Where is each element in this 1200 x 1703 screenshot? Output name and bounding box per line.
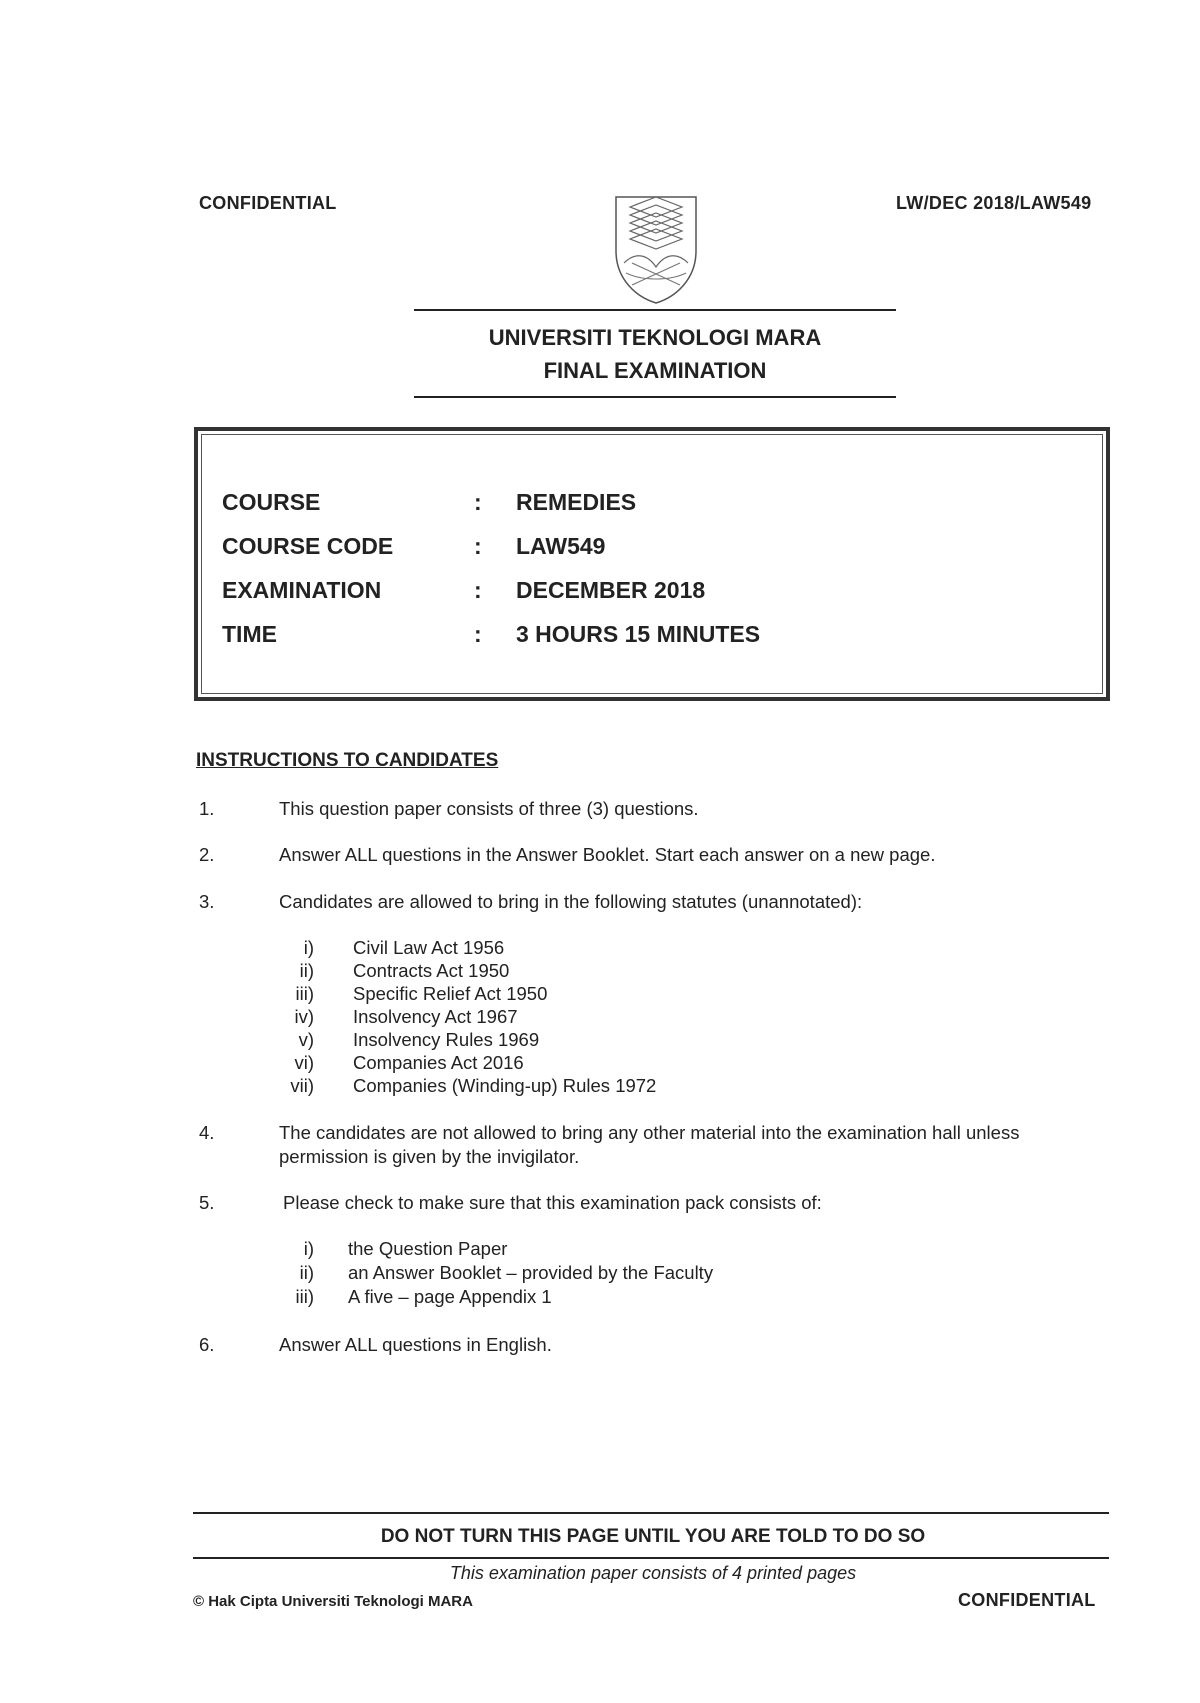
pack-item: A five – page Appendix 1 — [348, 1286, 552, 1307]
title-bottom-rule — [414, 396, 896, 398]
confidential-label-top: CONFIDENTIAL — [199, 193, 337, 213]
paper-code-label: LW/DEC 2018/LAW549 — [896, 193, 1092, 213]
exam-info-box-inner — [201, 434, 1103, 694]
info-value-examination: DECEMBER 2018 — [516, 577, 706, 603]
instruction-number: 4. — [199, 1122, 215, 1143]
copyright-notice: © Hak Cipta Universiti Teknologi MARA — [193, 1593, 473, 1610]
title-top-rule — [414, 309, 896, 311]
instruction-text: Answer ALL questions in English. — [279, 1334, 552, 1355]
info-label-time: TIME — [222, 621, 277, 647]
instruction-text: Please check to make sure that this examination pack consists of: — [283, 1192, 822, 1213]
confidential-label-bottom: CONFIDENTIAL — [958, 1590, 1096, 1610]
statute-item: Insolvency Rules 1969 — [353, 1029, 540, 1050]
statute-item: Companies (Winding-up) Rules 1972 — [353, 1075, 657, 1096]
statute-item: Contracts Act 1950 — [353, 960, 510, 981]
footer-bottom-rule — [193, 1557, 1109, 1559]
info-value-time: 3 HOURS 15 MINUTES — [516, 621, 761, 647]
university-crest-icon — [612, 193, 700, 305]
pack-item: an Answer Booklet – provided by the Faculty — [348, 1262, 714, 1283]
info-sep: : — [474, 577, 482, 603]
instruction-number: 2. — [199, 844, 215, 865]
instruction-number: 3. — [199, 891, 215, 912]
statute-item: Insolvency Act 1967 — [353, 1006, 518, 1027]
instruction-text: Answer ALL questions in the Answer Booklet. Start each answer on a new page. — [279, 844, 936, 865]
instruction-number: 6. — [199, 1334, 215, 1355]
info-sep: : — [474, 621, 482, 647]
instruction-number: 5. — [199, 1192, 215, 1213]
statute-numeral: i) — [303, 937, 314, 958]
instruction-text: This question paper consists of three (3) questions. — [279, 798, 699, 819]
exam-type-title: FINAL EXAMINATION — [543, 358, 767, 383]
statute-numeral: vii) — [290, 1075, 314, 1096]
instruction-text: Candidates are allowed to bring in the following statutes (unannotated): — [279, 891, 863, 912]
footer-top-rule — [193, 1512, 1109, 1514]
statute-numeral: ii) — [299, 960, 314, 981]
info-value-course-code: LAW549 — [516, 533, 606, 559]
university-name: UNIVERSITI TEKNOLOGI MARA — [488, 325, 822, 350]
statute-item: Civil Law Act 1956 — [353, 937, 505, 958]
pack-numeral: ii) — [299, 1262, 314, 1283]
statute-item: Specific Relief Act 1950 — [353, 983, 548, 1004]
instruction-text-continued: permission is given by the invigilator. — [279, 1146, 580, 1167]
do-not-turn-warning: DO NOT TURN THIS PAGE UNTIL YOU ARE TOLD TO DO SO — [380, 1526, 926, 1547]
instruction-number: 1. — [199, 798, 215, 819]
info-sep: : — [474, 533, 482, 559]
statute-numeral: iv) — [294, 1006, 314, 1027]
printed-pages-note: This examination paper consists of 4 printed pages — [449, 1563, 857, 1583]
instructions-heading: INSTRUCTIONS TO CANDIDATES — [196, 750, 499, 771]
info-sep: : — [474, 489, 482, 515]
statute-numeral: iii) — [295, 983, 314, 1004]
info-label-examination: EXAMINATION — [222, 577, 382, 603]
pack-numeral: i) — [303, 1238, 314, 1259]
statute-numeral: v) — [298, 1029, 314, 1050]
info-value-course: REMEDIES — [516, 489, 637, 515]
statute-item: Companies Act 2016 — [353, 1052, 524, 1073]
pack-numeral: iii) — [295, 1286, 314, 1307]
info-label-course-code: COURSE CODE — [222, 533, 394, 559]
info-label-course: COURSE — [222, 489, 321, 515]
pack-item: the Question Paper — [348, 1238, 508, 1259]
statute-numeral: vi) — [294, 1052, 314, 1073]
instruction-text: The candidates are not allowed to bring any other material into the examination hall unless — [279, 1122, 1020, 1143]
